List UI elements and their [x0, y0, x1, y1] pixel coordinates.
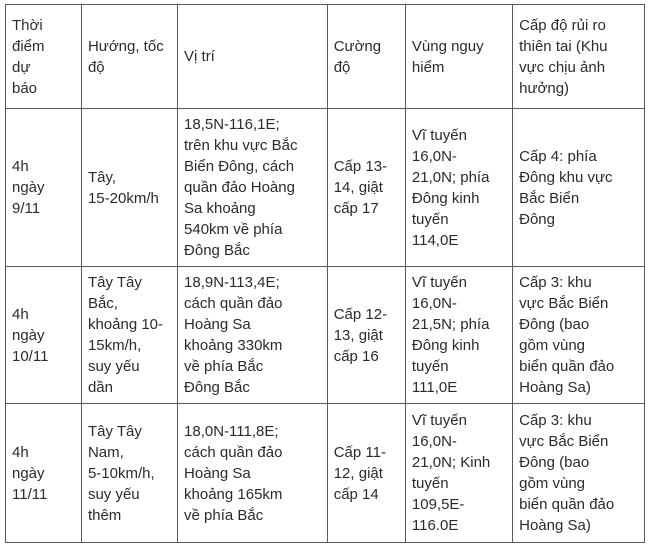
- cell-position: [178, 109, 328, 267]
- forecast-table: [5, 4, 645, 543]
- header-direction-text: Hướng, tốc độ: [87, 37, 164, 76]
- position-text: 18,9N-113,4E; cách quần đảo Hoàng Sa khoảng 330km về phía Bắc Đông Bắc: [184, 274, 283, 396]
- danger-zone-text: Vĩ tuyến 16,0N- 21,0N; Kinh tuyến 109,5E- 116.0E: [411, 412, 491, 534]
- cell-time: [6, 404, 82, 543]
- header-time-text: Thời điểm dự báo: [12, 16, 45, 97]
- header-danger-zone-text: Vùng nguy hiểm: [411, 37, 484, 76]
- header-cell-intensity: [327, 5, 405, 109]
- header-cell-position: [178, 5, 328, 109]
- time-text: 4h ngày 11/11: [12, 443, 48, 503]
- risk-level-text: Cấp 3: khu vực Bắc Biển Đông (bao gồm vùng biển quần đảo Hoàng Sa): [519, 412, 615, 534]
- intensity-text: Cấp 12- 13, giật cấp 16: [333, 305, 388, 365]
- header-cell-risk-level: [513, 5, 645, 109]
- cell-risk-level: [513, 404, 645, 543]
- position-text: 18,5N-116,1E; trên khu vực Bắc Biển Đông, cách quần đảo Hoàng Sa khoảng 540km về phía Đông Bắc: [184, 116, 298, 259]
- header-cell-danger-zone: [405, 5, 512, 109]
- table-row: [6, 267, 645, 404]
- danger-zone-text: Vĩ tuyến 16,0N- 21,0N; phía Đông kinh tuyến 114,0E: [411, 126, 490, 249]
- cell-position: [178, 404, 328, 543]
- time-text: 4h ngày 10/11: [12, 305, 49, 365]
- header-row: [6, 5, 645, 109]
- risk-level-text: Cấp 3: khu vực Bắc Biển Đông (bao gồm vùng biển quần đảo Hoàng Sa): [519, 274, 615, 396]
- table-row: [6, 109, 645, 267]
- cell-risk-level: [513, 267, 645, 404]
- intensity-text: Cấp 13- 14, giật cấp 17: [333, 158, 388, 217]
- cell-danger-zone: [405, 109, 512, 267]
- time-text: 4h ngày 9/11: [12, 158, 45, 217]
- header-position-text: Vị trí: [184, 48, 215, 65]
- header-cell-time: [6, 5, 82, 109]
- danger-zone-text: Vĩ tuyến 16,0N- 21,5N; phía Đông kinh tuyến 111,0E: [411, 274, 490, 396]
- header-risk-level-text: Cấp độ rủi ro thiên tai (Khu vực chịu ảnh hưởng): [519, 16, 608, 97]
- table-row: [6, 404, 645, 543]
- cell-risk-level: [513, 109, 645, 267]
- intensity-text: Cấp 11- 12, giật cấp 14: [333, 443, 386, 503]
- direction-text: Tây, 15-20km/h: [87, 168, 159, 207]
- cell-time: [6, 109, 82, 267]
- cell-direction: [81, 404, 177, 543]
- direction-text: Tây Tây Nam, 5-10km/h, suy yếu thêm: [87, 422, 155, 524]
- cell-intensity: [327, 404, 405, 543]
- cell-danger-zone: [405, 404, 512, 543]
- cell-intensity: [327, 267, 405, 404]
- header-intensity-text: Cường độ: [333, 37, 382, 76]
- cell-direction: [81, 267, 177, 404]
- risk-level-text: Cấp 4: phía Đông khu vực Bắc Biển Đông: [519, 147, 613, 228]
- header-cell-direction: [81, 5, 177, 109]
- cell-intensity: [327, 109, 405, 267]
- position-text: 18,0N-111,8E; cách quần đảo Hoàng Sa khoảng 165km về phía Bắc: [184, 422, 283, 524]
- cell-direction: [81, 109, 177, 267]
- direction-text: Tây Tây Bắc, khoảng 10- 15km/h, suy yếu dần: [87, 274, 164, 396]
- cell-time: [6, 267, 82, 404]
- cell-danger-zone: [405, 267, 512, 404]
- cell-position: [178, 267, 328, 404]
